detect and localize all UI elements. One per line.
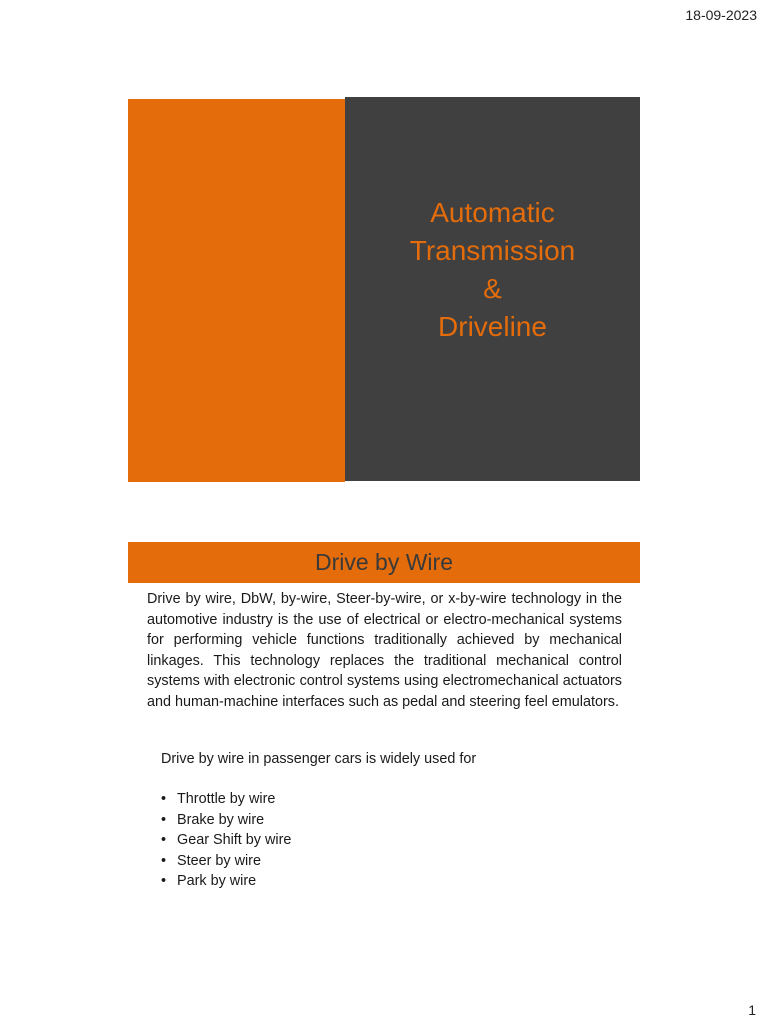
- bullet-icon: •: [161, 811, 167, 828]
- page-number: 1: [748, 1002, 756, 1018]
- list-intro: Drive by wire in passenger cars is widely used for: [161, 751, 477, 767]
- bullet-icon: •: [161, 832, 167, 848]
- bullet-icon: •: [161, 873, 167, 889]
- list-item: [161, 810, 291, 831]
- slide-title-line: &: [483, 273, 502, 304]
- section-heading: Drive by Wire: [314, 549, 453, 575]
- list-item: [161, 830, 291, 851]
- list-item-text: Steer by wire: [177, 852, 261, 869]
- title-slide: [128, 97, 640, 482]
- slide-title-line: Transmission: [409, 235, 576, 266]
- usage-list: [161, 789, 291, 892]
- list-item-text: Park by wire: [177, 873, 257, 889]
- orange-panel: [128, 99, 345, 482]
- bullet-icon: •: [161, 852, 167, 869]
- slide-title: [345, 194, 640, 346]
- list-item-text: Gear Shift by wire: [177, 832, 292, 848]
- list-item: [161, 871, 291, 892]
- list-item-text: Throttle by wire: [177, 791, 276, 807]
- content-slide-header: [128, 542, 640, 583]
- list-item-text: Brake by wire: [177, 811, 265, 828]
- body-paragraph: Drive by wire, DbW, by-wire, Steer-by-wire, or x-by-wire technology in the automotive industry is the use of electrical or electro-mechanical systems for performing vehicle functions traditionally achieved by mechanical linkages. This technology replaces the traditional mechanical control systems with electronic control systems using electromechanical actuators and human-machine interfaces such as pedal and steering feel emulators.: [147, 591, 622, 710]
- slide-title-line: Driveline: [438, 311, 547, 342]
- bullet-icon: •: [161, 791, 167, 807]
- slide-title-line: Automatic: [430, 197, 555, 228]
- list-item: [161, 851, 291, 872]
- list-item: [161, 789, 291, 810]
- page-date: 18-09-2023: [685, 7, 757, 23]
